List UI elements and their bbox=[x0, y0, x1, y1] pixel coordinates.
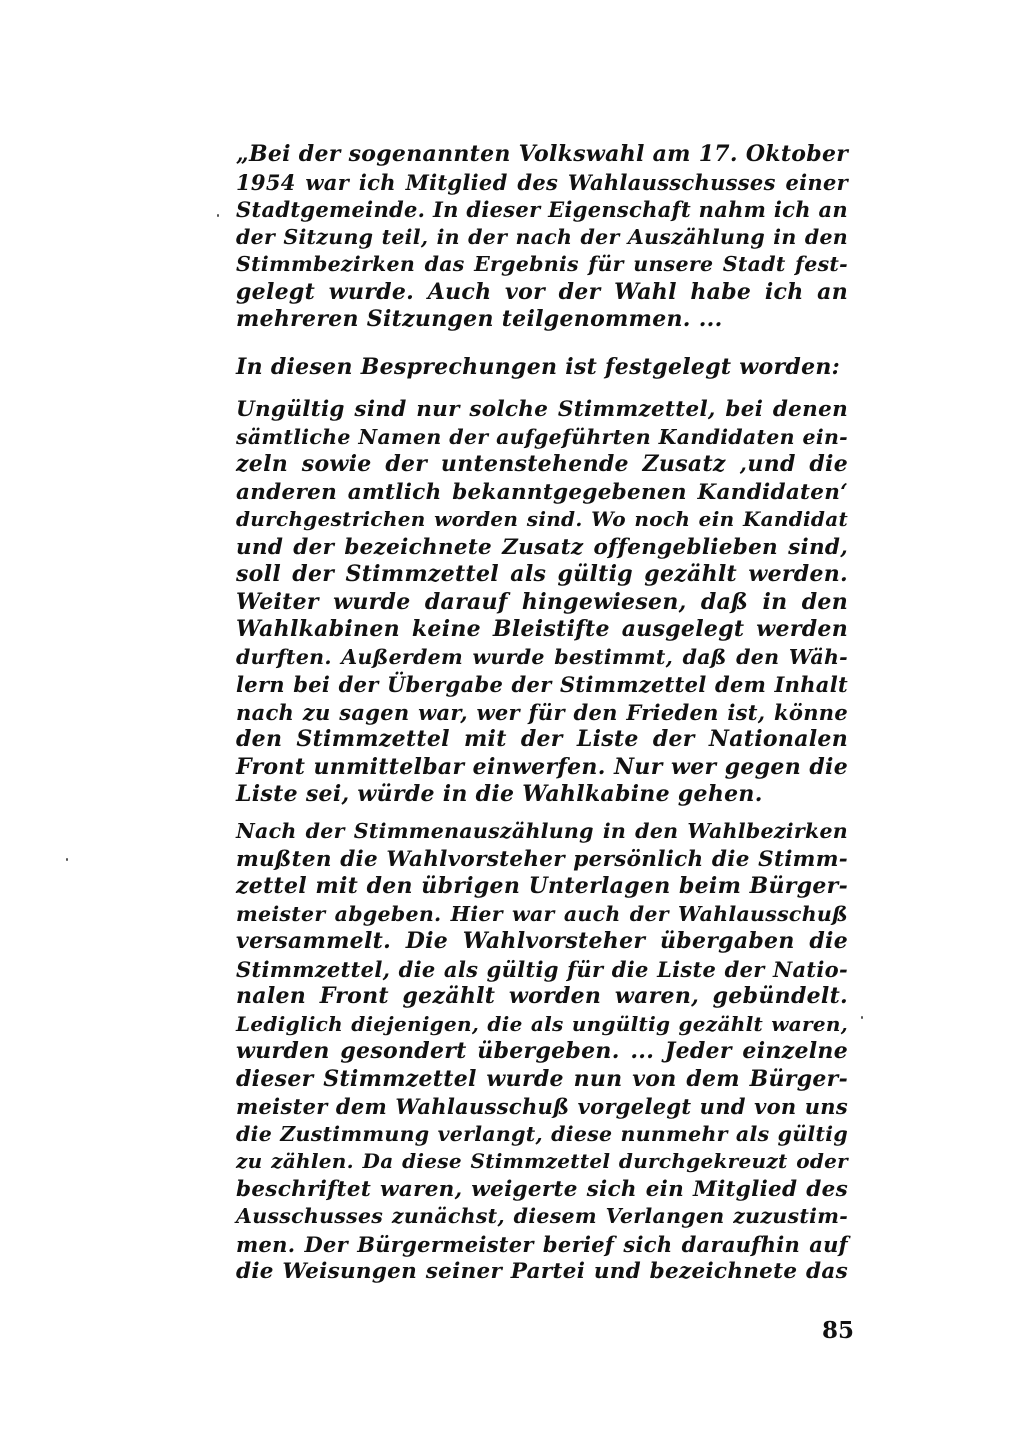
text-line: durften. Außerdem wurde bestimmt, daß den Wäh- bbox=[236, 644, 848, 669]
text-line: Nach der Stimmenauszählung in den Wahlbezirken bbox=[236, 819, 848, 843]
text-line: mehreren Sitzungen teilgenommen. ... bbox=[236, 306, 723, 332]
text-line: wurden gesondert übergeben. ... Jeder einzelne bbox=[236, 1038, 848, 1064]
text-line: versammelt. Die Wahlvorsteher übergaben die bbox=[236, 928, 848, 954]
text-line: mußten die Wahlvorsteher persönlich die Stimm- bbox=[236, 846, 848, 872]
text-line: Weiter wurde darauf hingewiesen, daß in den bbox=[236, 588, 848, 615]
text-line: anderen amtlich bekanntgegebenen Kandidaten‘ bbox=[236, 479, 848, 505]
text-line: nalen Front gezählt worden waren, gebündelt. bbox=[236, 983, 848, 1009]
text-line: Lediglich diejenigen, die als ungültig gezählt waren, bbox=[236, 1011, 848, 1036]
text-line: dieser Stimmzettel wurde nun von dem Bürger- bbox=[236, 1065, 848, 1092]
scan-speck bbox=[66, 858, 68, 861]
scan-speck bbox=[861, 1016, 863, 1019]
text-line: meister dem Wahlausschuß vorgelegt und von uns bbox=[236, 1094, 848, 1119]
text-line: soll der Stimmzettel als gültig gezählt werden. bbox=[236, 561, 848, 587]
text-line: Ungültig sind nur solche Stimmzettel, bei denen bbox=[236, 397, 848, 422]
text-line: den Stimmzettel mit der Liste der Nationalen bbox=[236, 726, 848, 752]
text-line: Stimmzettel, die als gültig für die Liste der Natio- bbox=[236, 956, 848, 982]
text-line: zettel mit den übrigen Unterlagen beim Bürger- bbox=[236, 873, 848, 899]
text-line: Stimmbezirken das Ergebnis für unsere Stadt fest- bbox=[236, 252, 848, 276]
text-line: Stadtgemeinde. In dieser Eigenschaft nahm ich an bbox=[236, 197, 848, 222]
text-line: Ausschusses zunächst, diesem Verlangen zuzustim- bbox=[236, 1204, 848, 1228]
text-line: durchgestrichen worden sind. Wo noch ein Kandidat bbox=[236, 507, 848, 531]
paragraph-opening-quote bbox=[236, 141, 848, 334]
text-line: zu zählen. Da diese Stimmzettel durchgekreuzt oder bbox=[236, 1149, 848, 1173]
text-line: Wahlkabinen keine Bleistifte ausgelegt werden bbox=[236, 616, 848, 642]
text-line: der Sitzung teil, in der nach der Auszählung in den bbox=[236, 224, 848, 249]
text-line: gelegt wurde. Auch vor der Wahl habe ich an bbox=[236, 278, 848, 305]
text-line: zeln sowie der untenstehende Zusatz ‚und die bbox=[236, 451, 848, 477]
text-line: die Weisungen seiner Partei und bezeichnete das bbox=[236, 1259, 848, 1284]
text-line: und der bezeichnete Zusatz offengeblieben sind, bbox=[236, 534, 848, 560]
text-line: In diesen Besprechungen ist festgelegt worden: bbox=[236, 354, 841, 380]
text-line: meister abgeben. Hier war auch der Wahlausschuß bbox=[236, 901, 848, 926]
page-number: 85 bbox=[821, 1317, 854, 1344]
paragraph-counting bbox=[236, 818, 848, 1286]
text-line: Front unmittelbar einwerfen. Nur wer gegen die bbox=[236, 753, 848, 780]
text-line: beschriftet waren, weigerte sich ein Mitglied des bbox=[236, 1176, 848, 1202]
text-line: „Bei der sogenannten Volkswahl am 17. Oktober bbox=[236, 141, 849, 167]
paragraph-meetings bbox=[236, 354, 848, 382]
scan-speck bbox=[217, 214, 219, 217]
text-line: men. Der Bürgermeister berief sich daraufhin auf bbox=[236, 1231, 848, 1257]
text-line: 1954 war ich Mitglied des Wahlausschusses einer bbox=[236, 169, 848, 195]
text-line: nach zu sagen war, wer für den Frieden ist, könne bbox=[236, 699, 848, 725]
text-line: Liste sei, würde in die Wahlkabine gehen. bbox=[236, 781, 763, 807]
text-line: die Zustimmung verlangt, diese nunmehr als gültig bbox=[236, 1121, 848, 1146]
paragraph-invalid-ballots bbox=[236, 396, 848, 809]
text-line: sämtliche Namen der aufgeführten Kandidaten ein- bbox=[236, 424, 848, 449]
text-line: lern bei der Übergabe der Stimmzettel dem Inhalt bbox=[236, 672, 848, 697]
